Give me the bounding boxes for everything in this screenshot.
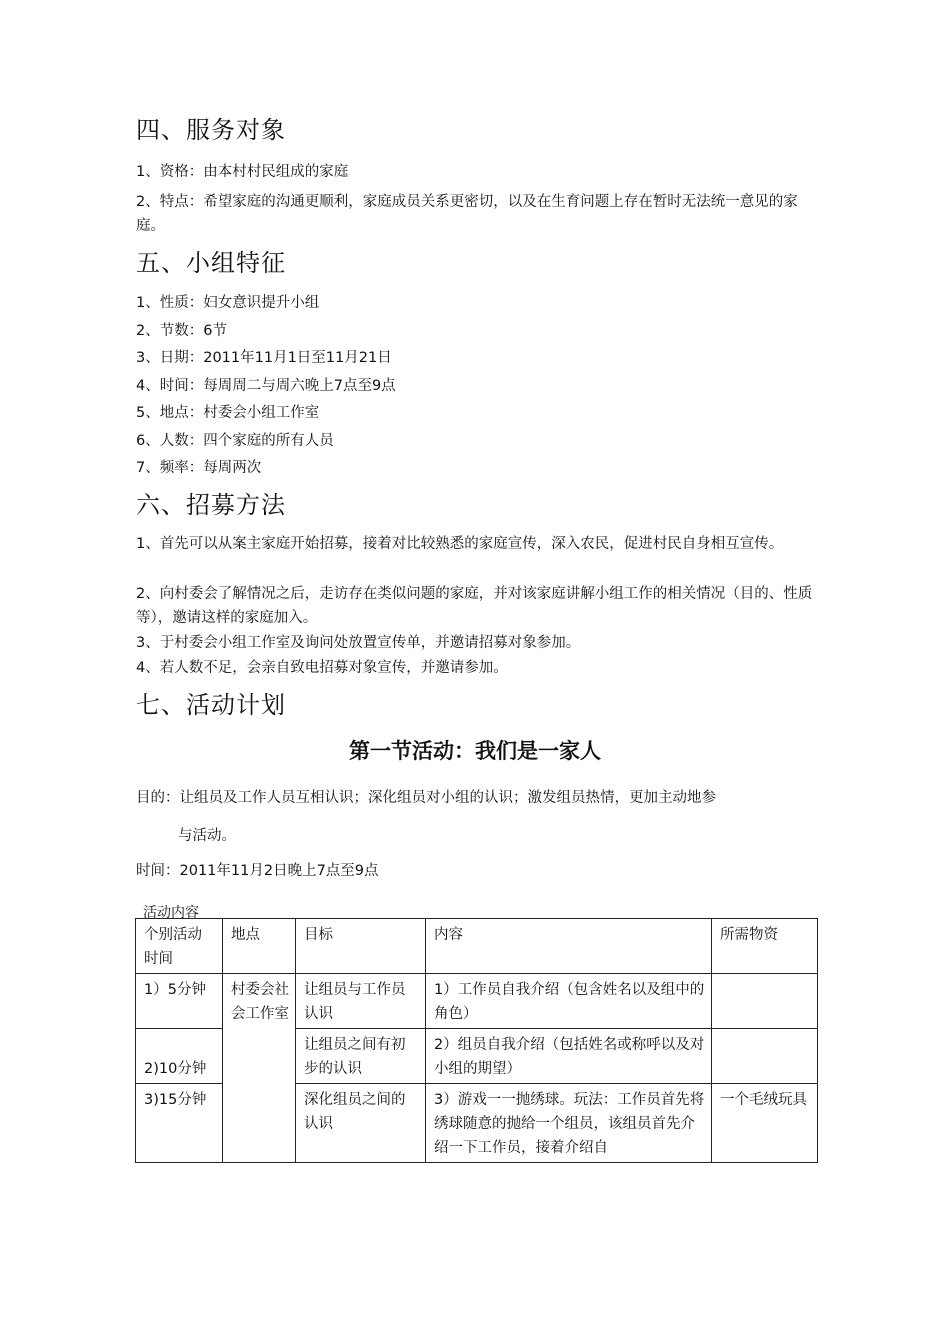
row-1-time: 1）5分钟: [136, 974, 223, 1029]
group-feature-item-5: 5、地点：村委会小组工作室: [136, 405, 320, 421]
header-activity-time: 个别活动时间: [136, 919, 223, 974]
row-3-time: 3)15分钟: [136, 1084, 223, 1163]
group-feature-item-7: 7、频率：每周两次: [136, 460, 262, 476]
group-feature-item-4: 4、时间：每周周二与周六晚上7点至9点: [136, 378, 396, 394]
row-1-materials: [712, 974, 818, 1029]
group-feature-item-1: 1、性质：妇女意识提升小组: [136, 295, 320, 311]
group-feature-item-2: 2、节数：6节: [136, 323, 227, 339]
group-feature-item-6: 6、人数：四个家庭的所有人员: [136, 433, 334, 449]
row-3-goal: 深化组员之间的认识: [296, 1084, 426, 1163]
activity-table: [135, 918, 818, 1163]
activity-title: 第一节活动：我们是一家人: [349, 739, 601, 763]
row-2-content: 2）组员自我介绍（包括姓名或称呼以及对小组的期望）: [426, 1029, 712, 1084]
header-place: 地点: [223, 919, 296, 974]
header-content: 内容: [426, 919, 712, 974]
service-target-item-2: 2、特点：希望家庭的沟通更顺利，家庭成员关系更密切，以及在生育问题上存在暂时无法统一意见的家庭。: [136, 194, 798, 234]
section-heading-group-features: 五、小组特征: [136, 249, 286, 277]
activity-time: 时间：2011年11月2日晚上7点至9点: [136, 863, 379, 879]
recruitment-item-3: 3、于村委会小组工作室及询问处放置宣传单，并邀请招募对象参加。: [136, 635, 581, 651]
recruitment-item-2: 2、向村委会了解情况之后，走访存在类似问题的家庭，并对该家庭讲解小组工作的相关情况（目的、性质等），邀请这样的家庭加入。: [136, 586, 813, 626]
section-heading-service-targets: 四、服务对象: [136, 116, 286, 144]
place-cell: 村委会社会工作室: [223, 974, 296, 1163]
row-2-time: 2)10分钟: [136, 1029, 223, 1084]
row-2-materials: [712, 1029, 818, 1084]
recruitment-item-4: 4、若人数不足，会亲自致电招募对象宣传，并邀请参加。: [136, 660, 508, 676]
row-3-content: 3）游戏一一抛绣球。玩法：工作员首先将绣球随意的抛给一个组员，该组员首先介绍一下工作员，接着介绍自: [426, 1084, 712, 1163]
section-heading-activity-plan: 七、活动计划: [136, 691, 286, 719]
recruitment-item-1: 1、首先可以从案主家庭开始招募，接着对比较熟悉的家庭宣传，深入农民，促进村民自身相互宣传。: [136, 536, 784, 552]
row-1-content: 1）工作员自我介绍（包含姓名以及组中的角色）: [426, 974, 712, 1029]
header-materials: 所需物资: [712, 919, 818, 974]
row-3-materials: 一个毛绒玩具: [712, 1084, 818, 1163]
section-heading-recruitment: 六、招募方法: [136, 491, 286, 519]
row-2-goal: 让组员之间有初步的认识: [296, 1029, 426, 1084]
row-1-goal: 让组员与工作员认识: [296, 974, 426, 1029]
table-row: [136, 974, 818, 1029]
service-target-item-1: 1、资格：由本村村民组成的家庭: [136, 164, 349, 180]
table-caption: 活动内容: [143, 905, 199, 921]
group-feature-item-3: 3、日期：2011年11月1日至11月21日: [136, 350, 392, 366]
header-goal: 目标: [296, 919, 426, 974]
activity-purpose-line-1: 目的：让组员及工作人员互相认识；深化组员对小组的认识；激发组员热情，更加主动地参: [136, 790, 716, 806]
activity-purpose-line-2: 与活动。: [178, 828, 236, 844]
table-header-row: [136, 919, 818, 974]
